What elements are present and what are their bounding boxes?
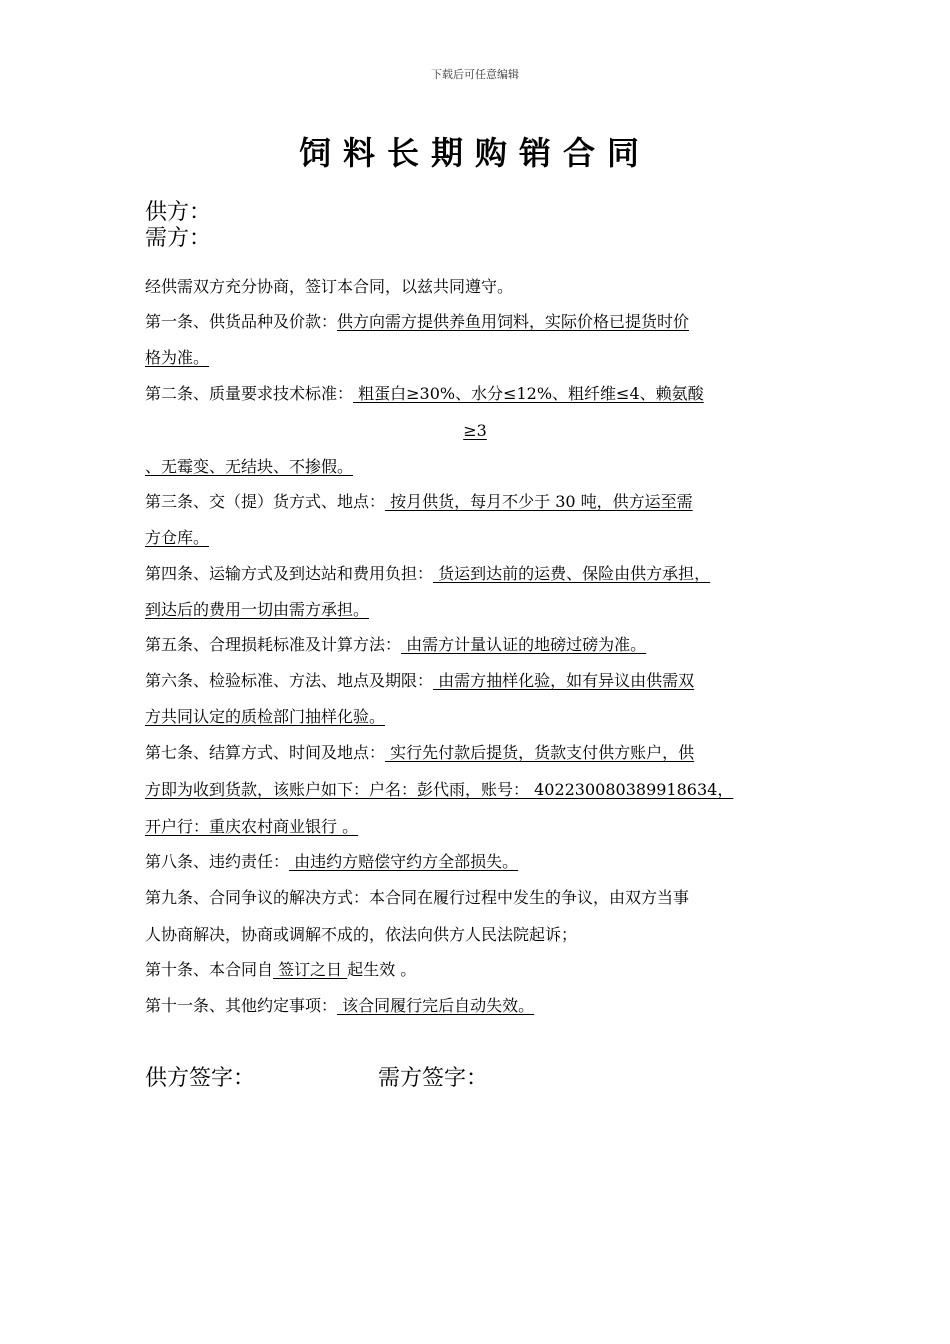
- article-9-line-2: 人协商解决，协商或调解不成的，依法向供方人民法院起诉；: [145, 925, 578, 944]
- article-2-line-1: [145, 383, 704, 405]
- article-4-value-cont: 到达后的费用一切由需方承担。: [145, 600, 370, 619]
- article-2-value-end: 、无霉变、无结块、不掺假。: [145, 457, 354, 476]
- intro-text: 经供需双方充分协商，签订本合同，以兹共同遵守。: [145, 277, 514, 296]
- article-3-label: 第三条、交（提）货方式、地点：: [145, 492, 386, 511]
- article-5-value: 由需方计量认证的地磅过磅为准。: [401, 635, 647, 654]
- article-6-value-cont: 方共同认定的质检部门抽样化验。: [145, 707, 386, 726]
- article-7-label: 第七条、结算方式、时间及地点：: [145, 743, 386, 762]
- header-note: 下载后可任意编辑: [431, 68, 519, 81]
- article-8-label: 第八条、违约责任：: [145, 852, 290, 871]
- article-10-suffix: 起生效 。: [347, 960, 417, 979]
- article-7-value-cont: 方即为收到货款，该账户如下：户名：彭代雨，账号： 402230080389918634，: [145, 780, 734, 799]
- article-7-value-end: 开户行：重庆农村商业银行 。: [145, 817, 359, 836]
- article-1-value-cont: 格为准。: [145, 348, 210, 367]
- article-4-value: 货运到达前的运费、保险由供方承担，: [433, 564, 711, 583]
- article-6-value: 由需方抽样化验，如有异议由供需双: [433, 671, 695, 690]
- article-1-line-1: [145, 311, 689, 333]
- article-1-line-2: [145, 347, 209, 369]
- supplier-signature-label: 供方签字：: [145, 1066, 256, 1091]
- article-4-label: 第四条、运输方式及到达站和费用负担：: [145, 564, 434, 583]
- article-8-value: 由违约方赔偿守约方全部损失。: [289, 852, 519, 871]
- buyer-label: 需方：: [145, 226, 212, 251]
- article-3-value: 按月供货，每月不少于 30 吨，供方运至需: [385, 492, 693, 511]
- article-10-label: 第十条、本合同自: [145, 960, 274, 979]
- article-3-line-2: [145, 527, 209, 549]
- article-1-label: 第一条、供货品种及价款：: [145, 312, 338, 331]
- document-title: 饲料长期购销合同: [298, 134, 651, 172]
- article-7-line-1: [145, 742, 694, 764]
- article-5-line-1: [145, 634, 646, 656]
- article-2-label: 第二条、质量要求技术标准：: [145, 384, 354, 403]
- article-10-line-1: [145, 959, 416, 981]
- article-3-value-cont: 方仓库。: [145, 528, 210, 547]
- article-2-line-2: [0, 420, 950, 442]
- article-2-value: 粗蛋白≥30%、水分≤12%、粗纤维≤4、赖氨酸: [353, 384, 704, 403]
- article-7-value: 实行先付款后提货，货款支付供方账户，供: [385, 743, 695, 762]
- article-11-line-1: [145, 995, 534, 1017]
- article-2-line-3: [145, 456, 353, 478]
- article-3-line-1: [145, 491, 693, 513]
- article-8-line-1: [145, 851, 518, 873]
- article-6-label: 第六条、检验标准、方法、地点及期限：: [145, 671, 434, 690]
- article-7-line-2: [145, 779, 733, 801]
- article-2-value-cont: ≥3: [463, 421, 487, 440]
- article-11-label: 第十一条、其他约定事项：: [145, 996, 338, 1015]
- article-11-value: 该合同履行完后自动失效。: [337, 996, 535, 1015]
- article-5-label: 第五条、合理损耗标准及计算方法：: [145, 635, 402, 654]
- article-7-line-3: [145, 816, 358, 838]
- buyer-signature-label: 需方签字：: [378, 1066, 489, 1091]
- supplier-label: 供方：: [145, 200, 212, 225]
- article-1-value: 供方向需方提供养鱼用饲料，实际价格已提货时价: [337, 312, 690, 331]
- article-9-line-1: 第九条、合同争议的解决方式：本合同在履行过程中发生的争议，由双方当事: [145, 888, 690, 907]
- article-10-value: 签订之日: [273, 960, 348, 979]
- article-6-line-2: [145, 706, 385, 728]
- article-4-line-1: [145, 563, 710, 585]
- article-6-line-1: [145, 670, 694, 692]
- article-4-line-2: [145, 599, 369, 621]
